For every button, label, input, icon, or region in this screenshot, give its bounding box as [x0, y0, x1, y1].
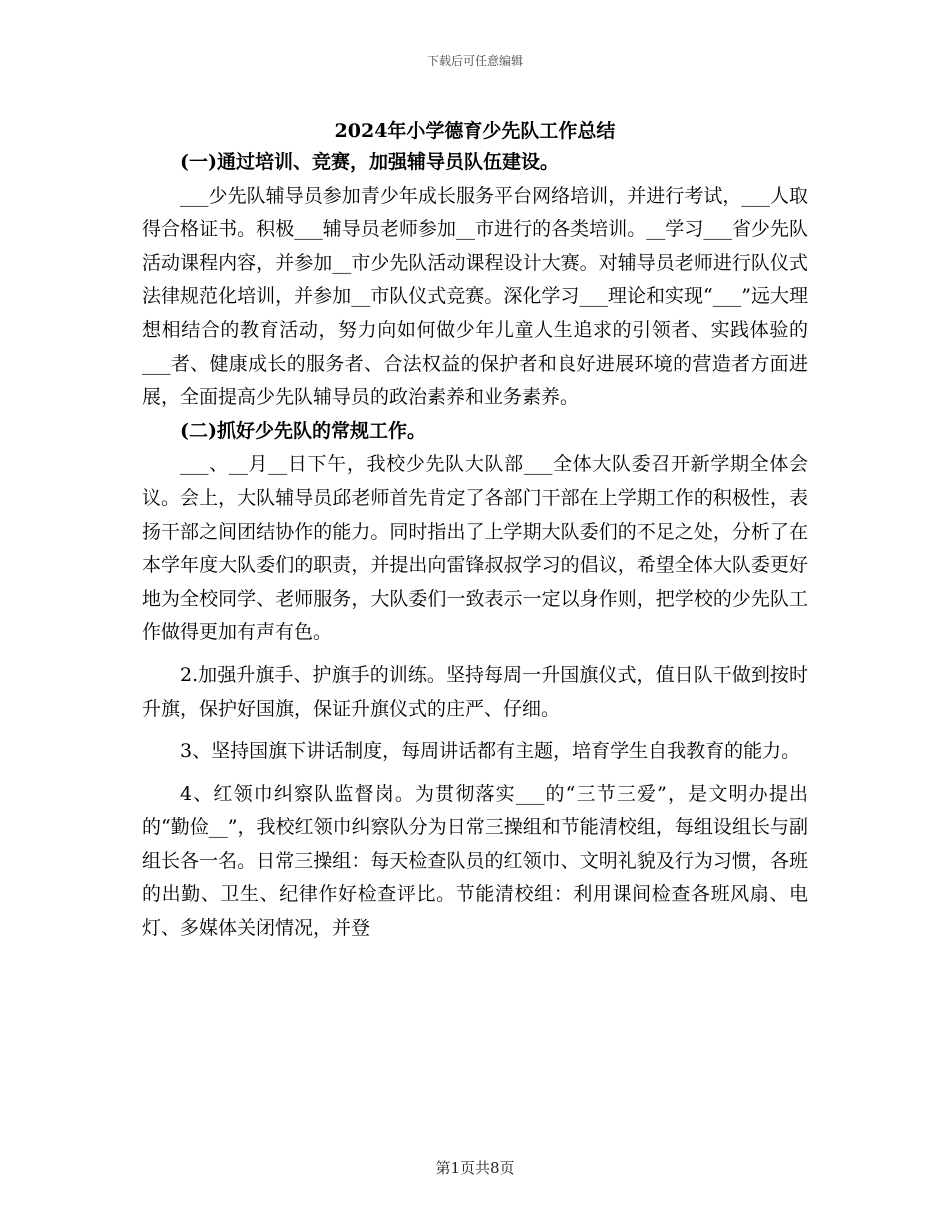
paragraph: 2.加强升旗手、护旗手的训练。坚持每周一升国旗仪式，值日队干做到按时升旗，保护好国旗，保证升旗仪式的庄严、仔细。: [142, 663, 808, 720]
document-body: [142, 146, 808, 946]
section-heading: (二)抓好少先队的常规工作。: [180, 419, 426, 442]
paragraph: ___少先队辅导员参加青少年成长服务平台网络培训，并进行考试，___人取得合格证书。积极___辅导员老师参加__市进行的各类培训。__学习___省少先队活动课程内容，并参加__市少先队活动课程设计大赛。对辅导员老师进行队仪式法律规范化培训，并参加__市队仪式竞赛。深化学习___理论和实现“___”远大理想相结合的教育活动，努力向如何做少年儿童人生追求的引领者、实践体验的___者、健康成长的服务者、合法权益的保护者和良好进展环境的营造者方面进展，全面提高少先队辅导员的政治素养和业务素养。: [142, 184, 808, 409]
document-title: 2024年小学德育少先队工作总结: [334, 120, 616, 142]
page-footer: 第1页共8页: [435, 1159, 515, 1177]
paragraph: ___、__月__日下午，我校少先队大队部___全体大队委召开新学期全体会议。会上，大队辅导员邱老师首先肯定了各部门干部在上学期工作的积极性，表扬干部之间团结协作的能力。同时指出了上学期大队委们的不足之处，分析了在本学年度大队委们的职责，并提出向雷锋叔叔学习的倡议，希望全体大队委更好地为全校同学、老师服务，大队委们一致表示一定以身作则，把学校的少先队工作做得更加有声有色。: [142, 453, 808, 644]
paragraph: 3、坚持国旗下讲话制度，每周讲话都有主题，培育学生自我教育的能力。: [180, 740, 801, 763]
paragraph: 4、红领巾纠察队监督岗。为贯彻落实___的“三节三爱”，是文明办提出的“勤俭__”，我校红领巾纠察队分为日常三操组和节能清校组，每组设组长与副组长各一名。日常三操组：每天检查队员的红领巾、文明礼貌及行为习惯，各班的出勤、卫生、纪律作好检查评比。节能清校组：利用课间检查各班风扇、电灯、多媒体关闭情况，并登: [142, 782, 808, 940]
header-note: 下载后可任意编辑: [426, 54, 523, 68]
section-heading: (一)通过培训、竞赛，加强辅导员队伍建设。: [180, 151, 559, 173]
